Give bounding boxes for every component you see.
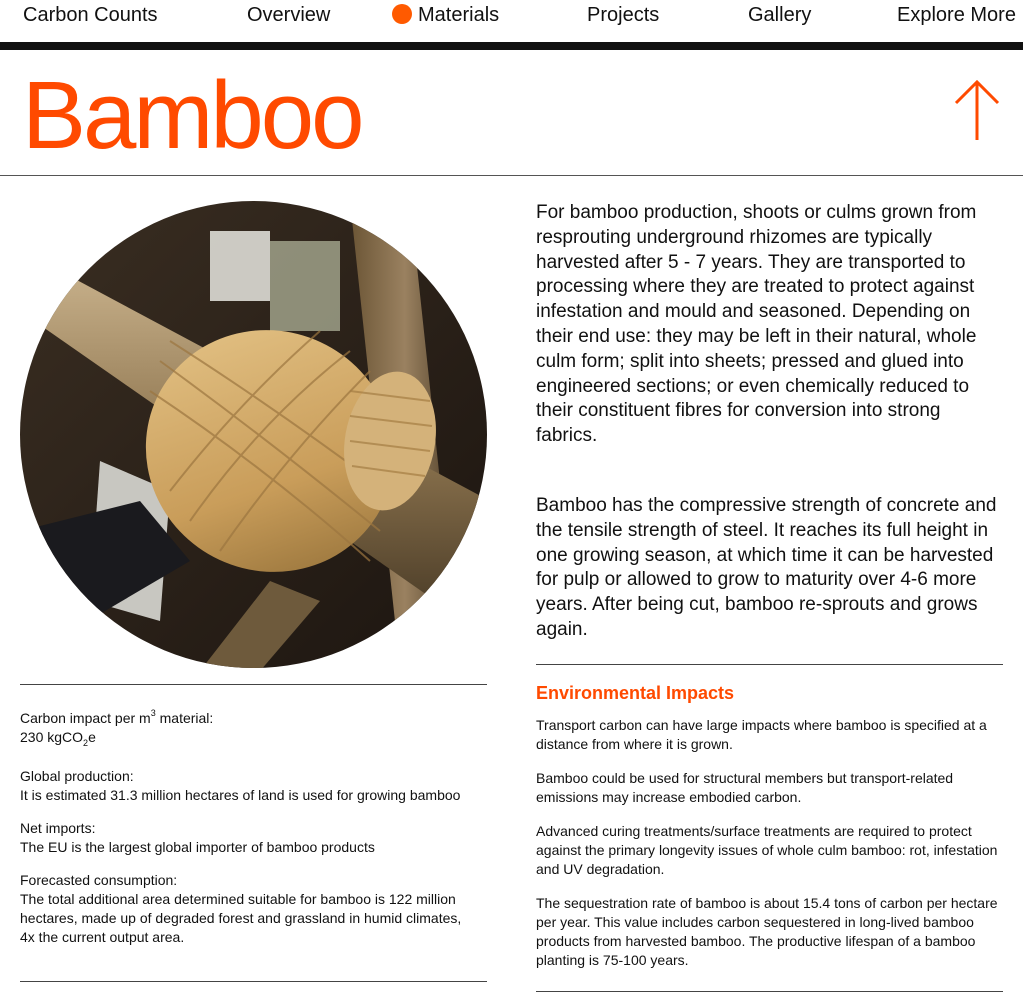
description-paragraph: For bamboo production, shoots or culms grown from resprouting underground rhizomes are typically harvested after 5 - 7 years. They are transported to processing where they are treated to protect against infestation and mould and seasoned. Depending on their end use: they may be left in their natural, whole culm form; split into sheets; pressed and glued into engineered sections; or even chemically reduced to their constituent fibres for conversion into strong fabrics.	[536, 202, 977, 447]
fact-forecasted-consumption	[20, 871, 470, 947]
fact-global-production	[20, 767, 470, 805]
title-divider	[0, 175, 1023, 176]
active-dot-icon	[392, 4, 412, 24]
facts-bottom-divider	[20, 981, 487, 982]
nav-item-gallery[interactable]: Gallery	[748, 4, 812, 26]
environment-bottom-divider	[536, 991, 1003, 992]
fact-label: Global production:	[20, 768, 134, 784]
nav-item-materials[interactable]	[392, 3, 499, 27]
page-title: Bamboo	[22, 62, 362, 169]
bamboo-joint-photo	[20, 201, 487, 668]
fact-label: Carbon impact per $m^3$ material:	[20, 708, 214, 726]
impact-item: Advanced curing treatments/surface treatments are required to protect against the primary longevity issues of whole culm bamboo: rot, infestation and UV degradation.	[536, 823, 998, 877]
top-navigation	[0, 0, 1023, 42]
fact-label: Forecasted consumption:	[20, 872, 178, 888]
impact-item: The sequestration rate of bamboo is about 15.4 tons of carbon per hectare per year. This value includes carbon sequestered in long-lived bamboo products from harvested bamboo. The productive lifespan of a bamboo planting is 75-100 years.	[536, 895, 998, 968]
arrow-up-icon[interactable]	[952, 78, 1002, 142]
fact-value: 230 kgCO$_2$e	[20, 729, 96, 748]
impact-item: Bamboo could be used for structural members but transport-related emissions may increase embodied carbon.	[536, 770, 954, 805]
nav-item-projects[interactable]: Projects	[587, 4, 660, 26]
fact-carbon-impact	[20, 704, 470, 753]
fact-label: Net imports:	[20, 820, 96, 836]
environment-top-divider	[536, 664, 1003, 665]
nav-item-materials-label: Materials	[418, 4, 500, 26]
environmental-impacts-heading: Environmental Impacts	[536, 683, 735, 703]
fact-value: The total additional area determined suitable for bamboo is 122 million hectares, made up of degraded forest and grassland in humid climates, 4x the current output area.	[20, 891, 462, 945]
nav-item-explore-more[interactable]: Explore More	[897, 4, 1016, 26]
facts-top-divider	[20, 684, 487, 685]
fact-net-imports	[20, 819, 470, 857]
nav-item-overview[interactable]: Overview	[247, 4, 331, 26]
description-paragraph: Bamboo has the compressive strength of concrete and the tensile strength of steel. It reaches its full height in one growing season, at which time it can be harvested for pulp or allowed to grow to maturity over 4-6 more years. After being cut, bamboo re-sprouts and grows again.	[536, 495, 997, 640]
impact-item: Transport carbon can have large impacts where bamboo is specified at a distance from where it is grown.	[536, 717, 987, 752]
fact-value: It is estimated 31.3 million hectares of land is used for growing bamboo	[20, 787, 461, 803]
environmental-impacts-list	[536, 716, 1006, 985]
nav-divider	[0, 42, 1023, 50]
nav-brand-link[interactable]: Carbon Counts	[23, 4, 158, 26]
material-facts	[20, 704, 470, 961]
fact-value: The EU is the largest global importer of bamboo products	[20, 839, 375, 855]
